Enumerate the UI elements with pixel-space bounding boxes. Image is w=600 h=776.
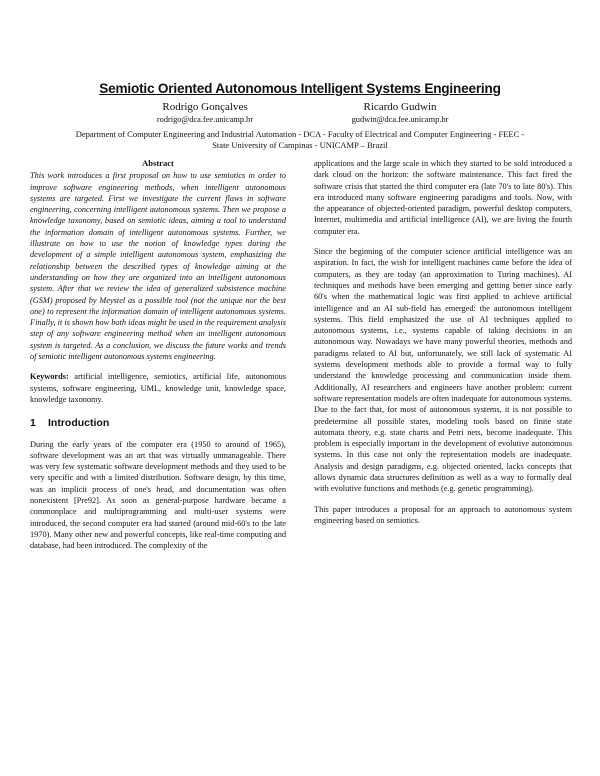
- author-name: Ricardo Gudwin: [363, 101, 437, 113]
- author-email: rodrigo@dca.fee.unicamp.br: [156, 115, 254, 124]
- author-1: [110, 101, 300, 126]
- keywords: [30, 371, 286, 405]
- keywords-label: Keywords:: [30, 372, 69, 382]
- author-email: gudwin@dca.fee.unicamp.br: [351, 115, 449, 124]
- section-number: 1: [30, 417, 36, 430]
- author-2: [305, 101, 495, 126]
- body-paragraph-1: applications and the large scale in which they started to be sold introduced a dark cloud on the horizon: the software maintenance. This fact fired the software crisis that started the third computer era (late 70's to late 80's). This era introduced many software engineering paradigms and tools. Now, with the appearance of objected-oriented paradigm, powerful desktop computers, Internet, multimedia and artificial intelligence (AI), we are living the fourth computer era.: [314, 159, 572, 236]
- author-name: Rodrigo Gonçalves: [162, 101, 248, 113]
- body-paragraph-3: This paper introduces a proposal for an approach to autonomous system engineering based on semiotics.: [314, 504, 572, 525]
- left-column: [30, 158, 286, 552]
- section-title: Introduction: [48, 417, 110, 430]
- keywords-text: artificial intelligence, semiotics, artificial life, autonomous systems, software engineering, UML, knowledge unit, knowledge space, knowledge taxonomy.: [30, 372, 287, 404]
- body-paragraph-2: Since the beginning of the computer science artificial intelligence was an aspiration. In fact, the wish for intelligent machines came before the idea of computers, as they are today (an approximation to Turing machines). AI techniques and methods have been emerging and getting better since early 60's when the mathematical logic was first applied to achieve artificial intelligence and an AI sub-field has emerged: the autonomous intelligent systems. This field emphasized the use of AI techniques applied to autonomous systems, i.e., systems capable of taking decisions in an autonomous way. Nowadays we have many powerful theories, methods and paradigms related to AI but, unfortunately, we still lack of systematic AI systems development methods able to provide a formal way to fully understand the knowledge processing and communication inside them. Additionally, AI researchers and engineers have another problem: current software representation models are often inadequate for autonomous systems. Due to the fact that, for most of autonomous systems, it is not possible to predetermine all possible states, modeling tools based on finite state automata theory, e.g. state charts and Petri nets, become inadequate. This problem is especially important in the development of evolutive autonomous systems. In this case not only the representation models are inadequate. Analysis and design paradigms, e.g. objected oriented, lacks concepts that allows dynamic data structures definition as well as a way to formally deal with evolutive functions and methods (e.g. genetic programming).: [314, 247, 572, 494]
- intro-paragraph: During the early years of the computer era (1950 to around of 1965), software development was an art that was virtually unmanageable. There was very few systematic software development methods and they used to be very specific and with a limited distribution. Software design, by this time, was an implicit process of one's head, and documentation was often nonexistent [Pre92]. As soon as general-purpose hardware became a commonplace and multiprogramming and multi-user systems were introduced, the second computer era had started (around mid-60's to the late 1970). Many other new and powerful concepts, like real-time computing and database, had been introduced. The complexity of the: [30, 439, 286, 551]
- section-heading: [30, 418, 286, 429]
- abstract-heading: Abstract: [142, 158, 174, 168]
- right-column: [314, 158, 572, 526]
- affiliation: Department of Computer Engineering and Industrial Automation - DCA - Faculty of Electrical and Computer Engineering - FEEC - State University of Campinas - UNICAMP – Brazil: [75, 129, 525, 150]
- paper-title: Semiotic Oriented Autonomous Intelligent Systems Engineering: [99, 81, 501, 96]
- abstract-text: This work introduces a first proposal on how to use semiotics in order to improve software engineering methods, when intelligent autonomous systems are targeted. First we investigate the current flaws in software engineering, concerning intelligent autonomous systems. Then we propose a knowledge taxonomy, based on semiotic ideas, aiming a tool to understand the information domain of intelligent autonomous systems. Further, we illustrate on how to use the notion of knowledge types during the development of a simple intelligent autonomous system, emphasizing the relationship between the described types of knowledge aiming at the understanding on how they are organized into an intelligent autonomous system. After that we review the idea of generalized subsistence machine (GSM) proposed by Meystel as a possible tool (not the unique nor the best one) to represent the information domain of intelligent autonomous systems. Finally, it is shown how both ideas might be used in the requirement analysis step of any software engineering method when an intelligent autonomous system is targeted. As a conclusion, we discuss the future works and trends of semiotic intelligent autonomous systems engineering.: [30, 171, 286, 362]
